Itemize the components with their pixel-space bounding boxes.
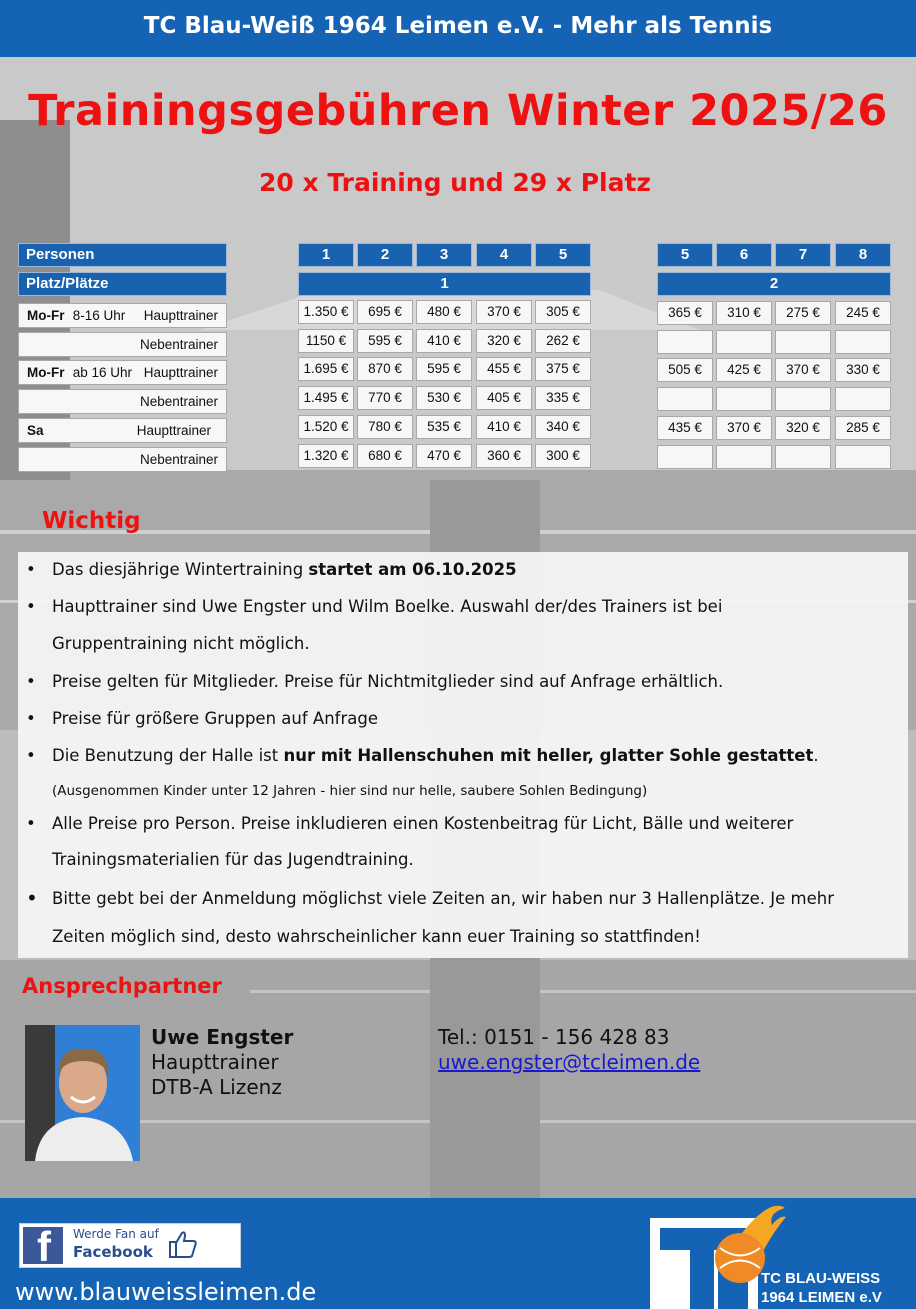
price-cell: 245 € (835, 301, 891, 325)
facebook-fan-button[interactable] (19, 1223, 241, 1268)
price-cell: 310 € (716, 301, 772, 325)
price-cell: 870 € (357, 357, 413, 381)
price-cell: 405 € (476, 386, 532, 410)
price-cell: 470 € (416, 444, 472, 468)
logo-text-line1: TC BLAU-WEISS (761, 1270, 881, 1287)
price-cell: 370 € (716, 416, 772, 440)
start-date: startet am 06.10.2025 (308, 560, 517, 579)
price-cell: 262 € (535, 329, 591, 353)
row-trainer: Haupttrainer (136, 423, 211, 438)
price-cell: 285 € (835, 416, 891, 440)
price-cell: 275 € (775, 301, 831, 325)
bullet-dot: • (26, 709, 36, 728)
contact-email-link[interactable]: uwe.engster@tcleimen.de (438, 1050, 701, 1074)
facebook-icon (23, 1223, 63, 1270)
price-cell: 305 € (535, 300, 591, 324)
price-cell (657, 387, 713, 411)
price-cell: 770 € (357, 386, 413, 410)
row-time: ab 16 Uhr (69, 365, 136, 380)
bullet-text-end: . (813, 746, 819, 765)
thumbs-up-icon (167, 1229, 199, 1259)
price-cell: 680 € (357, 444, 413, 468)
club-logo (650, 1203, 916, 1309)
persons-count: 6 (716, 243, 772, 267)
price-cell: 1.520 € (298, 415, 354, 439)
price-cell (716, 387, 772, 411)
price-cell (775, 330, 831, 354)
bullet-dot: • (26, 672, 36, 691)
logo-text-line2: 1964 LEIMEN e.V (761, 1289, 882, 1306)
row-trainer: Nebentrainer (139, 452, 218, 467)
bullet-text: Preise für größere Gruppen auf Anfrage (52, 709, 378, 728)
price-cell: 370 € (775, 358, 831, 382)
contact-role: Haupttrainer (151, 1050, 279, 1074)
price-cell (657, 445, 713, 469)
trainer-photo (25, 1025, 140, 1161)
price-cell (835, 330, 891, 354)
price-cell: 335 € (535, 386, 591, 410)
bullet-dot: • (26, 814, 36, 833)
price-cell: 595 € (357, 329, 413, 353)
persons-count: 3 (416, 243, 472, 267)
bullet-dot: • (26, 886, 38, 910)
price-cell (657, 330, 713, 354)
row-day: Mo-Fr (27, 308, 65, 323)
persons-count: 5 (535, 243, 591, 267)
price-cell: 530 € (416, 386, 472, 410)
facebook-label-line1: Werde Fan auf (73, 1227, 159, 1241)
contact-license: DTB-A Lizenz (151, 1075, 282, 1099)
price-cell (835, 445, 891, 469)
row-trainer: Nebentrainer (139, 337, 218, 352)
contact-name: Uwe Engster (151, 1025, 294, 1049)
bullet-text: Zeiten möglich sind, desto wahrscheinlicher kann euer Training so stattfinden! (52, 927, 701, 946)
shoe-note: (Ausgenommen Kinder unter 12 Jahren - hier sind nur helle, saubere Sohlen Bedingung) (52, 783, 648, 799)
facebook-label-line2: Facebook (73, 1243, 153, 1261)
bullet-text: Die Benutzung der Halle ist (52, 746, 284, 765)
price-cell: 340 € (535, 415, 591, 439)
price-cell: 1.495 € (298, 386, 354, 410)
row-trainer: Haupttrainer (143, 308, 218, 323)
header-plaetze: Platz/Plätze (18, 272, 227, 296)
price-cell: 1.695 € (298, 357, 354, 381)
bullet-dot: • (26, 746, 36, 765)
contact-phone: Tel.: 0151 - 156 428 83 (438, 1025, 670, 1049)
price-cell: 330 € (835, 358, 891, 382)
price-cell: 300 € (535, 444, 591, 468)
price-cell: 410 € (476, 415, 532, 439)
price-cell: 595 € (416, 357, 472, 381)
bullet-text: Das diesjährige Wintertraining (52, 560, 309, 579)
row-day: Mo-Fr (27, 365, 65, 380)
row-day: Sa (27, 423, 44, 438)
price-cell: 365 € (657, 301, 713, 325)
price-cell: 535 € (416, 415, 472, 439)
row-trainer: Haupttrainer (143, 365, 218, 380)
facebook-f-letter: f (37, 1223, 51, 1270)
price-cell: 505 € (657, 358, 713, 382)
bullet-dot: • (26, 597, 36, 616)
bullet-text: Preise gelten für Mitglieder. Preise für Nichtmitglieder sind auf Anfrage erhältlich. (52, 672, 724, 691)
persons-count: 5 (657, 243, 713, 267)
table-row-label (18, 360, 227, 385)
price-cell: 480 € (416, 300, 472, 324)
price-cell (716, 330, 772, 354)
bullet-text: Trainingsmaterialien für das Jugendtraining. (52, 850, 414, 869)
price-cell: 360 € (476, 444, 532, 468)
price-cell: 1.320 € (298, 444, 354, 468)
price-cell: 320 € (476, 329, 532, 353)
price-cell (716, 445, 772, 469)
price-cell: 375 € (535, 357, 591, 381)
price-cell: 370 € (476, 300, 532, 324)
page-subtitle: 20 x Training und 29 x Platz (259, 168, 651, 197)
table-row-label (18, 332, 227, 357)
price-cell: 1150 € (298, 329, 354, 353)
price-cell: 455 € (476, 357, 532, 381)
courts-group-1: 1 (298, 272, 591, 296)
table-row-label (18, 447, 227, 472)
table-row-label (18, 389, 227, 414)
table-row-label (18, 303, 227, 328)
bullet-dot: • (26, 560, 36, 579)
contact-heading: Ansprechpartner (22, 974, 222, 998)
shoe-rule: nur mit Hallenschuhen mit heller, glatter Sohle gestattet (283, 746, 814, 765)
price-cell: 425 € (716, 358, 772, 382)
bullet-text: Gruppentraining nicht möglich. (52, 634, 310, 653)
club-banner: TC Blau-Weiß 1964 Leimen e.V. - Mehr als Tennis (0, 0, 916, 57)
wichtig-heading: Wichtig (42, 508, 141, 534)
price-cell: 320 € (775, 416, 831, 440)
row-time: 8-16 Uhr (69, 308, 133, 323)
table-row-label (18, 418, 227, 443)
bullet-text: Alle Preise pro Person. Preise inkludieren einen Kostenbeitrag für Licht, Bälle und weiterer (52, 814, 794, 833)
price-cell: 695 € (357, 300, 413, 324)
price-cell (835, 387, 891, 411)
persons-count: 4 (476, 243, 532, 267)
price-cell (775, 445, 831, 469)
persons-count: 2 (357, 243, 413, 267)
bullet-text: Haupttrainer sind Uwe Engster und Wilm Boelke. Auswahl der/des Trainers ist bei (52, 597, 723, 616)
bullet-text: Bitte gebt bei der Anmeldung möglichst viele Zeiten an, wir haben nur 3 Hallenplätze. Je mehr (52, 889, 835, 908)
price-cell (775, 387, 831, 411)
persons-count: 8 (835, 243, 891, 267)
website-url: www.blauweissleimen.de (15, 1278, 317, 1306)
persons-count: 7 (775, 243, 831, 267)
persons-count: 1 (298, 243, 354, 267)
price-cell: 435 € (657, 416, 713, 440)
courts-group-2: 2 (657, 272, 891, 296)
row-trainer: Nebentrainer (139, 394, 218, 409)
header-personen: Personen (18, 243, 227, 267)
price-cell: 780 € (357, 415, 413, 439)
price-cell: 410 € (416, 329, 472, 353)
page-title: Trainingsgebühren Winter 2025/26 (28, 86, 888, 136)
price-cell: 1.350 € (298, 300, 354, 324)
